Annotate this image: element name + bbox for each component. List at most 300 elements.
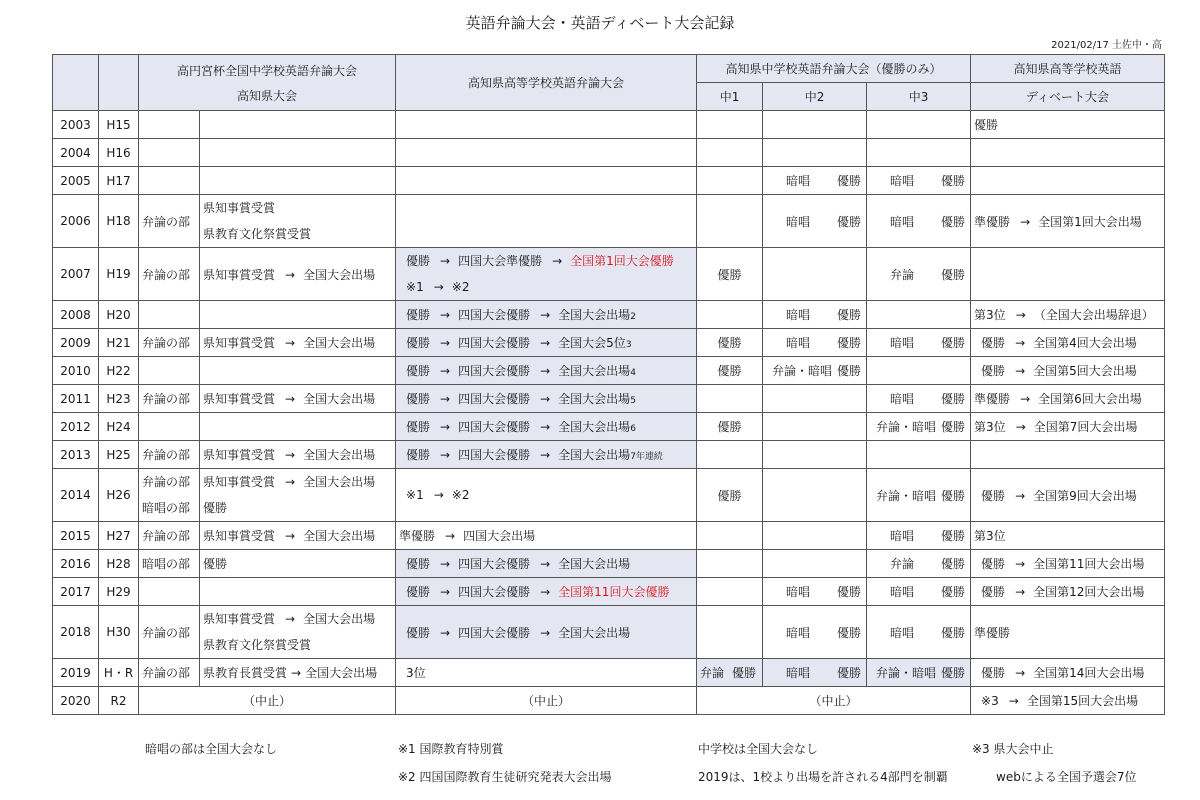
year-cell: 2010	[53, 357, 99, 385]
grade3-cell	[867, 385, 971, 413]
year-cell: 2005	[53, 167, 99, 195]
cancelled-cell: （中止）	[139, 687, 396, 715]
hs-prefecture-result: 優勝	[406, 254, 431, 268]
grade1-cell: 優勝	[697, 329, 763, 357]
category-cell	[139, 139, 200, 167]
grade3-cell	[867, 469, 971, 522]
hs-speech-cell: 3位	[396, 659, 697, 687]
table-row	[53, 385, 1165, 413]
debate-cell	[971, 550, 1165, 578]
category-cell	[139, 111, 200, 139]
jh-award-cell: 優勝	[200, 550, 396, 578]
year-cell: 2016	[53, 550, 99, 578]
grade2-cell	[763, 659, 867, 687]
arrow-icon: →	[540, 336, 551, 350]
grade1-cell: 優勝	[697, 357, 763, 385]
header-jh-national-line1: 高円宮杯全国中学校英語弁論大会	[177, 63, 358, 78]
hs-speech-cell	[396, 413, 697, 441]
year-cell: 2014	[53, 469, 99, 522]
debate-cell	[971, 385, 1165, 413]
hs-prefecture-result: 優勝	[406, 585, 431, 599]
jh-award-cell	[200, 413, 396, 441]
header-jh-national-line2: 高知県大会	[237, 88, 298, 103]
era-cell: H17	[99, 167, 139, 195]
table-row	[53, 248, 1165, 301]
national-text: 全国大会出場	[303, 336, 376, 350]
era-cell: H19	[99, 248, 139, 301]
notes-col-3	[698, 740, 948, 796]
debate-cell	[971, 357, 1165, 385]
arrow-icon: →	[1020, 214, 1031, 229]
debate-result: 第3位	[974, 308, 1006, 322]
year-cell: 2003	[53, 111, 99, 139]
arrow-icon: →	[440, 336, 451, 350]
grade3-result: 優勝	[941, 666, 966, 680]
jh-award-cell	[200, 357, 396, 385]
hs-shikoku-result: 四国大会優勝	[458, 625, 531, 640]
table-row	[53, 413, 1165, 441]
grade1-cell	[697, 139, 763, 167]
grade3-result: 優勝	[941, 174, 966, 188]
award-line: 県教育文化祭賞受賞	[203, 638, 312, 652]
arrow-icon: →	[1015, 308, 1026, 322]
cancelled-cell: （中止）	[396, 687, 697, 715]
category-cell	[139, 357, 200, 385]
cancelled-cell: （中止）	[697, 687, 971, 715]
grade1-cell	[697, 385, 763, 413]
arrow-icon: →	[285, 475, 296, 489]
grade2-cell	[763, 111, 867, 139]
debate-result: 優勝	[981, 488, 1006, 503]
grade1-cell	[697, 195, 763, 248]
grade3-event: 暗唱	[890, 174, 915, 188]
category-line: 暗唱の部	[142, 501, 191, 515]
jh-award-cell	[200, 659, 396, 687]
arrow-icon: →	[1015, 420, 1026, 434]
era-cell: R2	[99, 687, 139, 715]
category-cell	[139, 301, 200, 329]
national-text: 全国大会出場	[303, 475, 376, 489]
debate-result: 優勝	[981, 557, 1006, 571]
grade1-cell	[697, 167, 763, 195]
hs-speech-cell	[396, 606, 697, 659]
hs-shikoku-result: 四国大会準優勝	[458, 254, 543, 268]
note-2: ※2 四国国際教育生徒研究発表大会出場	[398, 770, 612, 784]
national-count: 2	[630, 312, 636, 322]
era-cell: H16	[99, 139, 139, 167]
grade2-cell	[763, 578, 867, 606]
award-line: 優勝	[203, 501, 228, 515]
era-cell: H22	[99, 357, 139, 385]
hs-prefecture-result: 優勝	[406, 625, 431, 640]
grade2-cell	[763, 329, 867, 357]
hs-national-result: 全国大会出場	[558, 625, 631, 640]
debate-cell: 優勝	[971, 111, 1165, 139]
hs-national-result: 全国大会5位	[558, 336, 626, 350]
jh-award-cell	[200, 469, 396, 522]
hs-prefecture-result: 優勝	[406, 448, 431, 462]
grade2-result: 優勝	[837, 174, 862, 188]
arrow-icon: →	[440, 585, 451, 599]
grade2-result: 優勝	[837, 625, 862, 640]
header-era-blank	[99, 55, 139, 111]
grade3-cell	[867, 139, 971, 167]
grade1-cell	[697, 550, 763, 578]
category-cell	[139, 578, 200, 606]
grade2-cell	[763, 522, 867, 550]
debate-cell	[971, 248, 1165, 301]
jh-award-cell	[200, 522, 396, 550]
grade1-event: 弁論	[700, 666, 725, 680]
note-junior-high: 中学校は全国大会なし	[698, 742, 819, 756]
table-row	[53, 111, 1165, 139]
hs-speech-cell	[396, 329, 697, 357]
national-text: 全国大会出場	[303, 612, 376, 626]
arrow-icon: →	[540, 625, 551, 640]
debate-cell	[971, 301, 1165, 329]
category-line: 弁論の部	[142, 475, 191, 489]
category-cell: 弁論の部	[139, 659, 200, 687]
grade2-cell	[763, 469, 867, 522]
debate-national: 全国第15回大会出場	[1026, 694, 1139, 708]
hs-speech-cell	[396, 357, 697, 385]
grade3-cell	[867, 659, 971, 687]
note-3: ※3 県大会中止	[972, 742, 1054, 756]
arrow-icon: →	[440, 448, 451, 462]
arrow-icon: →	[540, 392, 551, 406]
hs-speech-cell	[396, 301, 697, 329]
debate-result: 優勝	[981, 585, 1006, 599]
arrow-icon: →	[440, 392, 451, 406]
grade2-event: 暗唱	[786, 336, 811, 350]
award-text: 県知事賞受賞	[203, 336, 276, 350]
header-hs-speech: 高知県高等学校英語弁論大会	[396, 55, 697, 111]
hs-shikoku-result: 四国大会優勝	[458, 585, 531, 599]
hs-prefecture-result: 優勝	[406, 420, 431, 434]
grade2-cell	[763, 195, 867, 248]
era-cell: H15	[99, 111, 139, 139]
note-mark-2: ※2	[451, 488, 470, 502]
arrow-icon: →	[445, 529, 456, 543]
arrow-icon: →	[540, 585, 551, 599]
grade3-event: 暗唱	[890, 625, 915, 640]
table-row	[53, 167, 1165, 195]
national-count: 6	[630, 424, 636, 434]
grade3-cell	[867, 606, 971, 659]
grade2-event: 暗唱	[786, 585, 811, 599]
era-cell: H27	[99, 522, 139, 550]
grade2-result: 優勝	[837, 214, 862, 229]
jh-award-cell	[200, 111, 396, 139]
grade3-event: 弁論	[890, 557, 915, 571]
jh-award-cell	[200, 606, 396, 659]
hs-national-result: 全国第1回大会優勝	[570, 254, 674, 268]
grade2-event: 暗唱	[786, 308, 811, 322]
grade3-cell	[867, 357, 971, 385]
hs-speech-cell	[396, 139, 697, 167]
grade3-result: 優勝	[941, 420, 966, 434]
era-cell: H25	[99, 441, 139, 469]
debate-national: 全国第6回大会出場	[1038, 392, 1142, 406]
arrow-icon: →	[1015, 557, 1026, 571]
category-cell: 弁論の部	[139, 248, 200, 301]
hs-shikoku-result: 四国大会優勝	[458, 364, 531, 378]
arrow-icon: →	[1015, 585, 1026, 599]
year-cell: 2018	[53, 606, 99, 659]
debate-cell	[971, 659, 1165, 687]
grade3-event: 弁論・暗唱	[876, 666, 937, 680]
category-cell: 弁論の部	[139, 606, 200, 659]
grade2-cell	[763, 357, 867, 385]
jh-award-cell	[200, 139, 396, 167]
header-year-blank	[53, 55, 99, 111]
hs-speech-cell	[396, 195, 697, 248]
note-mark-1: ※1	[406, 280, 424, 294]
category-cell: 暗唱の部	[139, 550, 200, 578]
category-cell	[139, 167, 200, 195]
era-cell: H21	[99, 329, 139, 357]
grade1-cell: 優勝	[697, 248, 763, 301]
note-mark-1: ※1	[406, 488, 424, 502]
debate-national: （全国大会出場辞退）	[1033, 308, 1154, 322]
arrow-icon: →	[1015, 488, 1026, 503]
arrow-icon: →	[285, 392, 296, 406]
grade3-event: 暗唱	[890, 336, 915, 350]
arrow-icon: →	[285, 336, 296, 350]
hs-national-result: 全国大会出場	[558, 308, 631, 322]
national-text: 全国大会出場	[303, 267, 376, 282]
grade1-cell	[697, 111, 763, 139]
grade3-cell	[867, 167, 971, 195]
grade2-event: 弁論・暗唱	[772, 364, 833, 378]
grade2-cell	[763, 606, 867, 659]
debate-national: 全国第1回大会出場	[1038, 214, 1142, 229]
grade3-result: 優勝	[941, 392, 966, 406]
arrow-icon: →	[433, 280, 444, 294]
grade3-event: 暗唱	[890, 585, 915, 599]
table-row	[53, 687, 1165, 715]
hs-national-result: 全国第11回大会優勝	[558, 585, 670, 599]
era-cell: H28	[99, 550, 139, 578]
grade3-result: 優勝	[941, 585, 966, 599]
era-cell: H26	[99, 469, 139, 522]
table-row	[53, 522, 1165, 550]
grade2-cell	[763, 550, 867, 578]
grade3-cell	[867, 111, 971, 139]
grade2-result: 優勝	[837, 585, 862, 599]
grade3-cell	[867, 248, 971, 301]
debate-cell	[971, 329, 1165, 357]
grade1-cell	[697, 301, 763, 329]
jh-award-cell	[200, 167, 396, 195]
arrow-icon: →	[540, 364, 551, 378]
award-line: 県知事賞受賞	[203, 201, 276, 215]
debate-national: 全国第12回大会出場	[1033, 585, 1145, 599]
debate-cell: 第3位	[971, 522, 1165, 550]
document-title: 英語弁論大会・英語ディベート大会記録	[465, 14, 735, 32]
hs-shikoku-result: 四国大会出場	[463, 529, 536, 543]
grade2-cell	[763, 301, 867, 329]
note-mark-2: ※2	[451, 280, 470, 294]
hs-shikoku-result: 四国大会優勝	[458, 392, 531, 406]
year-cell: 2006	[53, 195, 99, 248]
hs-speech-cell	[396, 441, 697, 469]
table-row	[53, 441, 1165, 469]
era-cell: H・R	[99, 659, 139, 687]
arrow-icon: →	[1015, 336, 1026, 350]
debate-national: 全国第5回大会出場	[1033, 364, 1137, 378]
year-cell: 2012	[53, 413, 99, 441]
award-line: 県教育文化祭賞受賞	[203, 227, 312, 241]
category-cell	[139, 469, 200, 522]
grade2-cell	[763, 441, 867, 469]
grade3-event: 弁論	[890, 267, 915, 282]
hs-shikoku-result: 四国大会優勝	[458, 420, 531, 434]
category-cell: 弁論の部	[139, 441, 200, 469]
arrow-icon: →	[285, 448, 296, 462]
debate-cell	[971, 195, 1165, 248]
note-1: ※1 国際教育特別賞	[398, 742, 504, 756]
document-date: 2021/02/17 土佐中・高	[1051, 40, 1162, 51]
arrow-icon: →	[440, 557, 451, 571]
grade1-cell	[697, 522, 763, 550]
grade2-cell	[763, 385, 867, 413]
arrow-icon: →	[540, 420, 551, 434]
debate-national: 全国第14回大会出場	[1033, 666, 1145, 680]
arrow-icon: →	[440, 420, 451, 434]
header-debate-line1: 高知県高等学校英語	[971, 55, 1165, 83]
table-row	[53, 301, 1165, 329]
award-text: 県知事賞受賞	[203, 529, 276, 543]
grade1-cell	[697, 578, 763, 606]
year-cell: 2017	[53, 578, 99, 606]
note-recitation: 暗唱の部は全国大会なし	[145, 742, 278, 756]
notes-col-4	[972, 740, 1136, 796]
table-header	[53, 55, 1165, 111]
award-text: 県知事賞受賞	[203, 392, 276, 406]
grade2-cell	[763, 413, 867, 441]
grade3-result: 優勝	[941, 267, 966, 282]
grade3-result: 優勝	[941, 557, 966, 571]
hs-shikoku-result: 四国大会優勝	[458, 336, 531, 350]
jh-award-cell	[200, 248, 396, 301]
hs-prefecture-result: 準優勝	[399, 529, 436, 543]
grade3-event: 暗唱	[890, 529, 915, 543]
award-text: 県知事賞受賞	[203, 612, 276, 626]
grade3-result: 優勝	[941, 214, 966, 229]
hs-prefecture-result: 優勝	[406, 308, 431, 322]
debate-national: 全国第11回大会出場	[1033, 557, 1145, 571]
national-text: 全国大会出場	[303, 448, 376, 462]
arrow-icon: →	[440, 308, 451, 322]
era-cell: H24	[99, 413, 139, 441]
grade3-cell	[867, 301, 971, 329]
grade2-event: 暗唱	[786, 174, 811, 188]
table-row	[53, 659, 1165, 687]
grade3-event: 弁論・暗唱	[876, 420, 937, 434]
table-row	[53, 357, 1165, 385]
arrow-icon: →	[1015, 364, 1026, 378]
grade2-event: 暗唱	[786, 666, 811, 680]
grade3-result: 優勝	[941, 529, 966, 543]
debate-result: 優勝	[981, 336, 1006, 350]
hs-speech-cell	[396, 578, 697, 606]
era-cell: H18	[99, 195, 139, 248]
note-mark-3: ※3	[981, 694, 999, 708]
grade1-cell	[697, 659, 763, 687]
grade2-result: 優勝	[837, 666, 862, 680]
notes-col-1	[145, 740, 277, 768]
national-text: 全国大会出場	[303, 529, 376, 543]
arrow-icon: →	[540, 308, 551, 322]
hs-speech-cell	[396, 248, 697, 301]
hs-speech-cell	[396, 111, 697, 139]
grade2-cell	[763, 167, 867, 195]
jh-award-cell	[200, 195, 396, 248]
hs-national-result: 全国大会出場	[558, 364, 631, 378]
national-count: 7年連続	[630, 452, 663, 462]
category-cell: 弁論の部	[139, 522, 200, 550]
arrow-icon: →	[540, 557, 551, 571]
grade3-cell	[867, 441, 971, 469]
debate-cell	[971, 139, 1165, 167]
notes-col-2	[398, 740, 612, 796]
debate-cell	[971, 167, 1165, 195]
arrow-icon: →	[285, 529, 296, 543]
hs-national-result: 全国大会出場	[558, 448, 631, 462]
header-grade2: 中2	[763, 83, 867, 111]
grade3-cell	[867, 578, 971, 606]
category-cell	[139, 413, 200, 441]
grade2-cell	[763, 139, 867, 167]
year-cell: 2011	[53, 385, 99, 413]
arrow-icon: →	[1015, 666, 1026, 680]
grade1-result: 優勝	[732, 666, 757, 680]
grade2-result: 優勝	[837, 364, 862, 378]
grade3-result: 優勝	[941, 488, 966, 503]
debate-national: 全国第7回大会出場	[1033, 420, 1138, 434]
era-cell: H29	[99, 578, 139, 606]
national-count: 3	[625, 340, 632, 350]
arrow-icon: →	[433, 488, 444, 502]
grade3-result: 優勝	[941, 336, 966, 350]
grade3-cell	[867, 329, 971, 357]
header-grade1: 中1	[697, 83, 763, 111]
table-row	[53, 550, 1165, 578]
grade2-result: 優勝	[837, 336, 862, 350]
grade1-cell	[697, 606, 763, 659]
category-cell: 弁論の部	[139, 329, 200, 357]
jh-award-cell	[200, 441, 396, 469]
note-web-qualifier: webによる全国予選会7位	[996, 770, 1137, 784]
hs-shikoku-result: 四国大会優勝	[458, 448, 531, 462]
table-row	[53, 139, 1165, 167]
arrow-icon: →	[440, 625, 451, 640]
grade1-cell: 優勝	[697, 469, 763, 522]
jh-award-cell	[200, 301, 396, 329]
hs-speech-cell	[396, 385, 697, 413]
grade2-event: 暗唱	[786, 214, 811, 229]
hs-shikoku-result: 四国大会優勝	[458, 557, 531, 571]
table-row	[53, 195, 1165, 248]
arrow-icon: →	[440, 364, 451, 378]
debate-result: 第3位	[974, 420, 1006, 434]
debate-cell	[971, 687, 1165, 715]
year-cell: 2015	[53, 522, 99, 550]
grade3-event: 暗唱	[890, 214, 915, 229]
arrow-icon: →	[1008, 694, 1019, 708]
national-text: 全国大会出場	[303, 392, 376, 406]
